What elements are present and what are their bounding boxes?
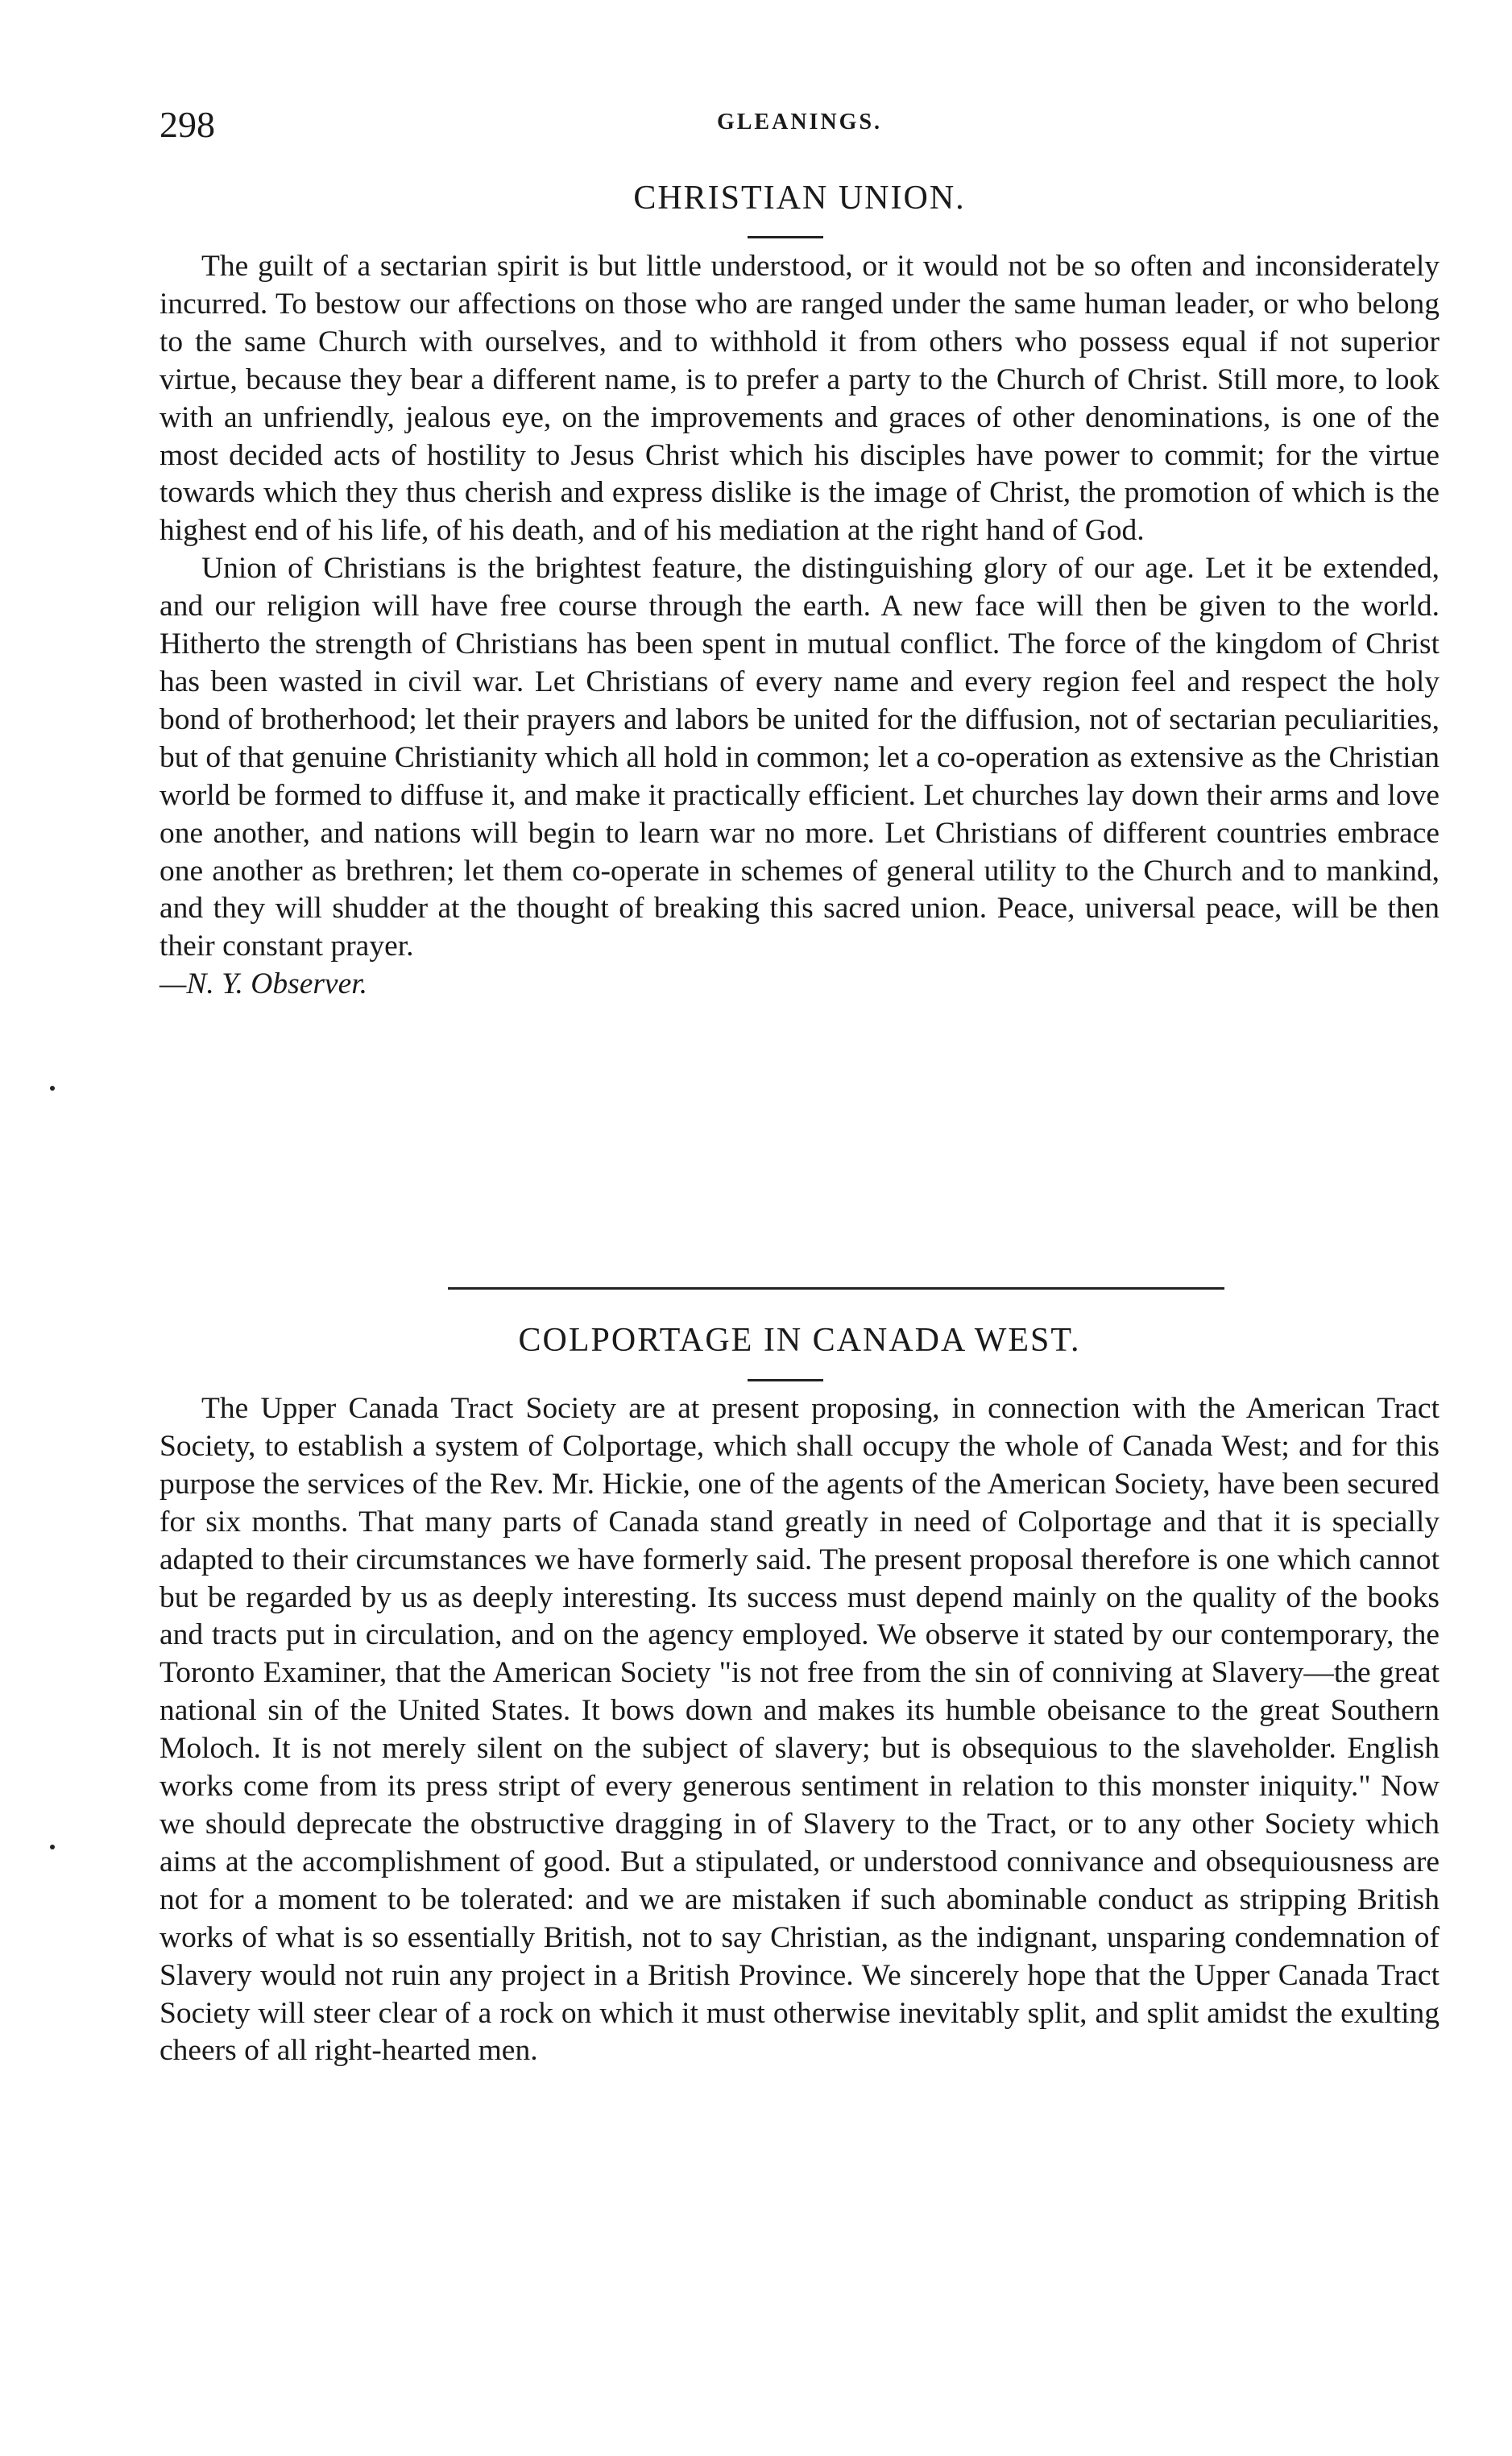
page-number: 298 [159, 104, 215, 145]
article-source: —N. Y. Observer. [159, 967, 368, 1001]
article-body-colportage [159, 1390, 1440, 2070]
margin-mark [50, 1845, 55, 1849]
paragraph: The Upper Canada Tract Society are at present proposing, in connection with the American Tract Society, to establish a system of Colportage, which shall occupy the whole of Canada West; and for this purpose the services of the Rev. Mr. Hickie, one of the agents of the American Society, have been secured for six months. That many parts of Canada stand greatly in need of Colportage and that it is specially adapted to their circumstances we have formerly said. The present proposal therefore is one which cannot but be regarded by us as deeply interesting. Its success must depend mainly on the quality of the books and tracts put in circulation, and on the agency employed. We observe it stated by our contemporary, the Toronto Examiner, that the American Society "is not free from the sin of conniving at Slavery—the great national sin of the United States. It bows down and makes its humble obeisance to the great Southern Moloch. It is not merely silent on the subject of slavery; but is obsequious to the slaveholder. English works come from its press stript of every generous sentiment in relation to this monster iniquity." Now we should deprecate the obstructive dragging in of Slavery to the Tract, or to any other Society which aims at the accomplishment of good. But a stipulated, or understood connivance and obsequiousness are not for a moment to be tolerated: and we are mistaken if such abominable conduct as stripping British works of what is so essentially British, not to say Christian, as the indignant, unsparing condemnation of Slavery would not ruin any project in a British Province. We sincerely hope that the Upper Canada Tract Society will steer clear of a rock on which it must otherwise inevitably split, and split amidst the exulting cheers of all right-hearted men. [159, 1392, 1440, 2068]
article-body-christian-union [159, 248, 1440, 1004]
paragraph: The guilt of a sectarian spirit is but little understood, or it would not be so often and inconsiderately incurred. To bestow our affections on those who are ranged under the same human leader, or who belong to the same Church with ourselves, and to withhold it from others who possess equal if not superior virtue, because they bear a different name, is to prefer a party to the Church of Christ. Still more, to look with an unfriendly, jealous eye, on the improvements and graces of other denominations, is one of the most decided acts of hostility to Jesus Christ which his disciples have power to commit; for the virtue towards which they thus cherish and express dislike is the image of Christ, the promotion of which is the highest end of his life, of his death, and of his mediation at the right hand of God. [159, 250, 1440, 548]
running-head: GLEANINGS. [716, 110, 883, 135]
article-title-colportage: COLPORTAGE IN CANADA WEST. [518, 1322, 1081, 1359]
section-divider [448, 1287, 1224, 1290]
title-underline [748, 1379, 823, 1381]
paragraph: Union of Christians is the brightest feature, the distinguishing glory of our age. Let it be extended, and our religion will have free course through the earth. A new face will then be given to the world. Hitherto the strength of Christians has been spent in mutual conflict. The force of the kingdom of Christ has been wasted in civil war. Let Christians of every name and every region feel and respect the holy bond of brotherhood; let their prayers and labors be united for the diffusion, not of sectarian peculiarities, but of that genuine Christianity which all hold in common; let a co-operation as extensive as the Christian world be formed to diffuse it, and make it practically efficient. Let churches lay down their arms and love one another, and nations will begin to learn war no more. Let Christians of different countries embrace one another as brethren; let them co-operate in schemes of general utility to the Church and to mankind, and they will shudder at the thought of breaking this sacred union. Peace, universal peace, will be then their constant prayer. [159, 552, 1440, 963]
title-underline [748, 236, 823, 238]
article-title-christian-union: CHRISTIAN UNION. [633, 180, 966, 217]
page-header [159, 103, 1440, 143]
margin-mark [50, 1086, 55, 1091]
